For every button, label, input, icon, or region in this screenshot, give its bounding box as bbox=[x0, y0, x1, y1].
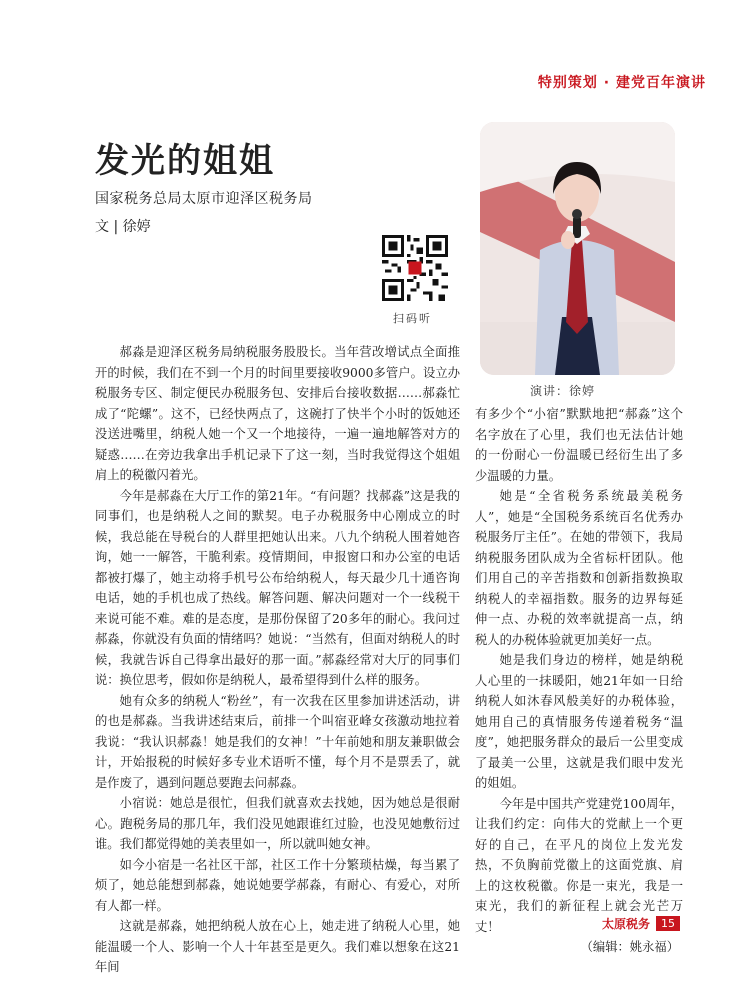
paragraph: 她有众多的纳税人“粉丝”，有一次我在区里参加讲述活动，讲的也是郝淼。当我讲述结束后，前排一个叫宿亚峰女孩激动地拉着我说：“我认识郝淼！她是我们的女神！”十年前她和朋友兼职做会计，开始报税的时候好多专业术语听不懂，每个月不是票丢了，就是作废了，遇到问题总要跑去问郝淼。 bbox=[95, 693, 460, 790]
qr-code-icon[interactable] bbox=[382, 235, 448, 301]
section-tag: 特别策划 · 建党百年演讲 bbox=[537, 75, 706, 91]
paragraph: 她是我们身边的榜样，她是纳税人心里的一抹暖阳，她21年如一日给纳税人如沐春风般美好的办税体验，她用自己的真情服务传递着税务“温度”，她把服务群众的最后一公里变成了最美一公里，这就是我们眼中发光的姐姐。 bbox=[475, 653, 683, 790]
paragraph: 小宿说：她总是很忙，但我们就喜欢去找她，因为她总是很耐心。跑税务局的那几年，我们没见她跟谁红过脸，也没见她敷衍过谁。我们都觉得她的美表里如一，所以就叫她女神。 bbox=[95, 796, 460, 851]
editor-credit: （编辑：姚永福） bbox=[580, 940, 679, 954]
paragraph: 她是“全省税务系统最美税务人”，她是“全国税务系统百名优秀办税服务厅主任”。在她的带领下，我局纳税服务团队成为全省标杆团队。他们用自己的辛苦指数和创新指数换取纳税人的幸福指数。服务的边界每延伸一点、办税的效率就提高一点，纳税人的办税体验就更加美好一点。 bbox=[475, 489, 683, 647]
qr-label: 扫码听 bbox=[393, 312, 432, 325]
article-body-right bbox=[475, 404, 683, 958]
page-footer bbox=[602, 915, 680, 932]
page-number: 15 bbox=[656, 916, 680, 931]
paragraph: 今年是中国共产党建党100周年，让我们约定：向伟大的党献上一个更好的自己，在平凡的岗位上发光发热，不负胸前党徽上的这面党旗、肩上的这枚税徽。你是一束光，我是一束光，我们的新征程上就会光芒万丈！ bbox=[475, 796, 683, 934]
article-body-left bbox=[95, 342, 460, 978]
article-title: 发光的姐姐 bbox=[95, 141, 275, 181]
author-organization: 国家税务总局太原市迎泽区税务局 bbox=[95, 191, 313, 207]
paragraph: 这就是郝淼，她把纳税人放在心上，她走进了纳税人心里，她能温暖一个人、影响一个人十年甚至是更久。我们难以想象在这21年间 bbox=[95, 919, 460, 974]
byline: 文 | 徐婷 bbox=[95, 219, 151, 235]
paragraph: 有多少个“小宿”默默地把“郝淼”这个名字放在了心里，我们也无法估计她的一份耐心一份温暖已经衍生出了多少温暖的力量。 bbox=[475, 407, 683, 483]
paragraph: 郝淼是迎泽区税务局纳税服务股股长。当年营改增试点全面推开的时候，我们在不到一个月的时间里要接收9000多管户。设立办税服务专区、制定便民办税服务包、安排后台接收数据……郝淼忙成了“陀螺”。这不，已经快两点了，这碗打了快半个小时的饭她还没送进嘴里，纳税人她一个又一个地接待，一遍一遍地解答对方的疑惑……在旁边我拿出手机记录下了这一刻，当时我觉得这个姐姐肩上的税徽闪着光。 bbox=[95, 345, 460, 482]
paragraph: 如今小宿是一名社区干部，社区工作十分繁琐枯燥，每当累了烦了，她总能想到郝淼，她说她要学郝淼，有耐心、有爱心，对所有人都一样。 bbox=[95, 857, 460, 913]
magazine-brand: 太原税务 bbox=[601, 917, 650, 931]
photo-caption: 演讲：徐婷 bbox=[530, 384, 596, 398]
speaker-photo bbox=[480, 122, 675, 375]
paragraph: 今年是郝淼在大厅工作的第21年。“有问题？找郝淼”这是我的同事们，也是纳税人之间的默契。电子办税服务中心刚成立的时候，我总能在导税台的人群里把她认出来。八九个纳税人围着她咨询，她一一解答，干脆利索。疫情期间，申报窗口和办公室的电话都被打爆了，她主动将手机号公布给纳税人，每天最少几十通咨询电话，她的手机也成了热线。解答问题、解决问题对一个一线税干来说可能不难。难的是态度，是那份保留了20多年的耐心。我问过郝淼，你就没有负面的情绪吗？她说：“当然有，但面对纳税人的时候，我就告诉自己得拿出最好的那一面。”郝淼经常对大厅的同事们说：换位思考，假如你是纳税人，最希望得到什么样的服务。 bbox=[95, 488, 460, 687]
